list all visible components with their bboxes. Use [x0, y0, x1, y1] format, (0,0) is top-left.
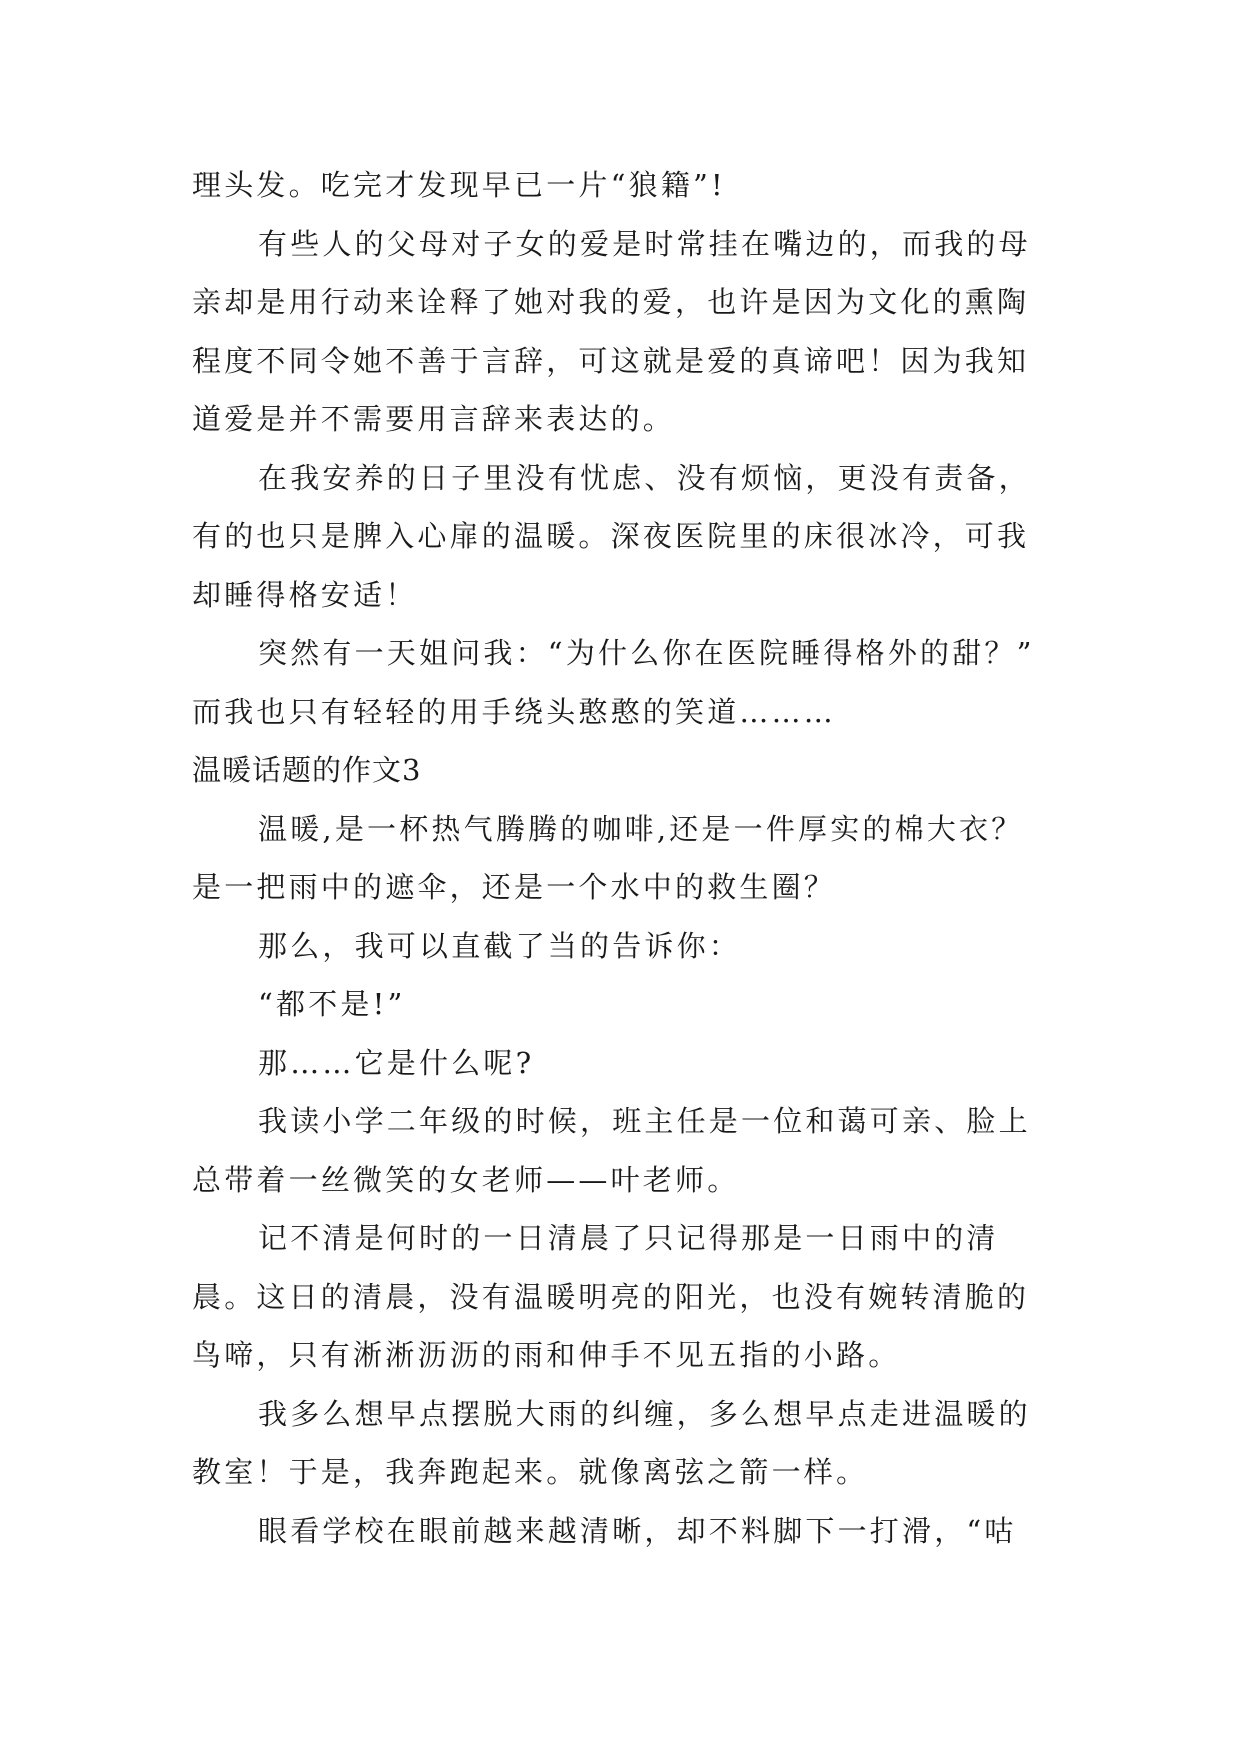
paragraph-start-line: 在我安养的日子里没有忧虑、没有烦恼，更没有责备， — [258, 460, 1031, 495]
text-line: 却睡得格安适！ — [192, 577, 418, 612]
section-heading: 温暖话题的作文3 — [192, 753, 422, 787]
text-line: 是一把雨中的遮伞，还是一个水中的救生圈？ — [192, 870, 837, 904]
text-line: 总带着一丝微笑的女老师——叶老师。 — [192, 1162, 740, 1197]
paragraph-start-line: 那么，我可以直截了当的告诉你： — [258, 928, 742, 963]
paragraph-start-line: “都不是!” — [258, 987, 406, 1021]
paragraph-start-line: 我多么想早点摆脱大雨的纠缠，多么想早点走进温暖的 — [258, 1396, 1031, 1431]
text-line: 而我也只有轻轻的用手绕头憨憨的笑道……… — [192, 694, 837, 729]
paragraph-start-line: 那……它是什么呢? — [258, 1045, 535, 1080]
paragraph-start-line: 眼看学校在眼前越来越清晰，却不料脚下一打滑，“咕 — [258, 1513, 1017, 1548]
paragraph-start-line: 有些人的父母对子女的爱是时常挂在嘴边的，而我的母 — [258, 226, 1031, 261]
text-line: 晨。这日的清晨，没有温暖明亮的阳光，也没有婉转清脆的 — [192, 1279, 1030, 1314]
paragraph-start-line: 温暖,是一杯热气腾腾的咖啡,还是一件厚实的棉大衣？ — [258, 811, 1024, 846]
paragraph-start-line: 突然有一天姐问我：“为什么你在医院睡得格外的甜？” — [258, 636, 1035, 670]
paragraph-start-line: 记不清是何时的一日清晨了只记得那是一日雨中的清 — [258, 1221, 999, 1255]
text-line: 教室！于是，我奔跑起来。就像离弦之箭一样。 — [192, 1455, 869, 1489]
text-line: 程度不同令她不善于言辞，可这就是爱的真谛吧！因为我知 — [192, 343, 1030, 378]
document-page — [192, 156, 1052, 1560]
text-line: 有的也只是脾入心扉的温暖。深夜医院里的床很冰冷，可我 — [192, 519, 1030, 553]
text-line: 道爱是并不需要用言辞来表达的。 — [192, 402, 676, 436]
text-line: 鸟啼，只有淅淅沥沥的雨和伸手不见五指的小路。 — [192, 1338, 901, 1372]
paragraph-start-line: 我读小学二年级的时候，班主任是一位和蔼可亲、脸上 — [258, 1104, 1031, 1138]
text-line: 理头发。吃完才发现早已一片“狼籍”! — [192, 168, 726, 202]
text-line: 亲却是用行动来诠释了她对我的爱，也许是因为文化的熏陶 — [192, 285, 1030, 319]
